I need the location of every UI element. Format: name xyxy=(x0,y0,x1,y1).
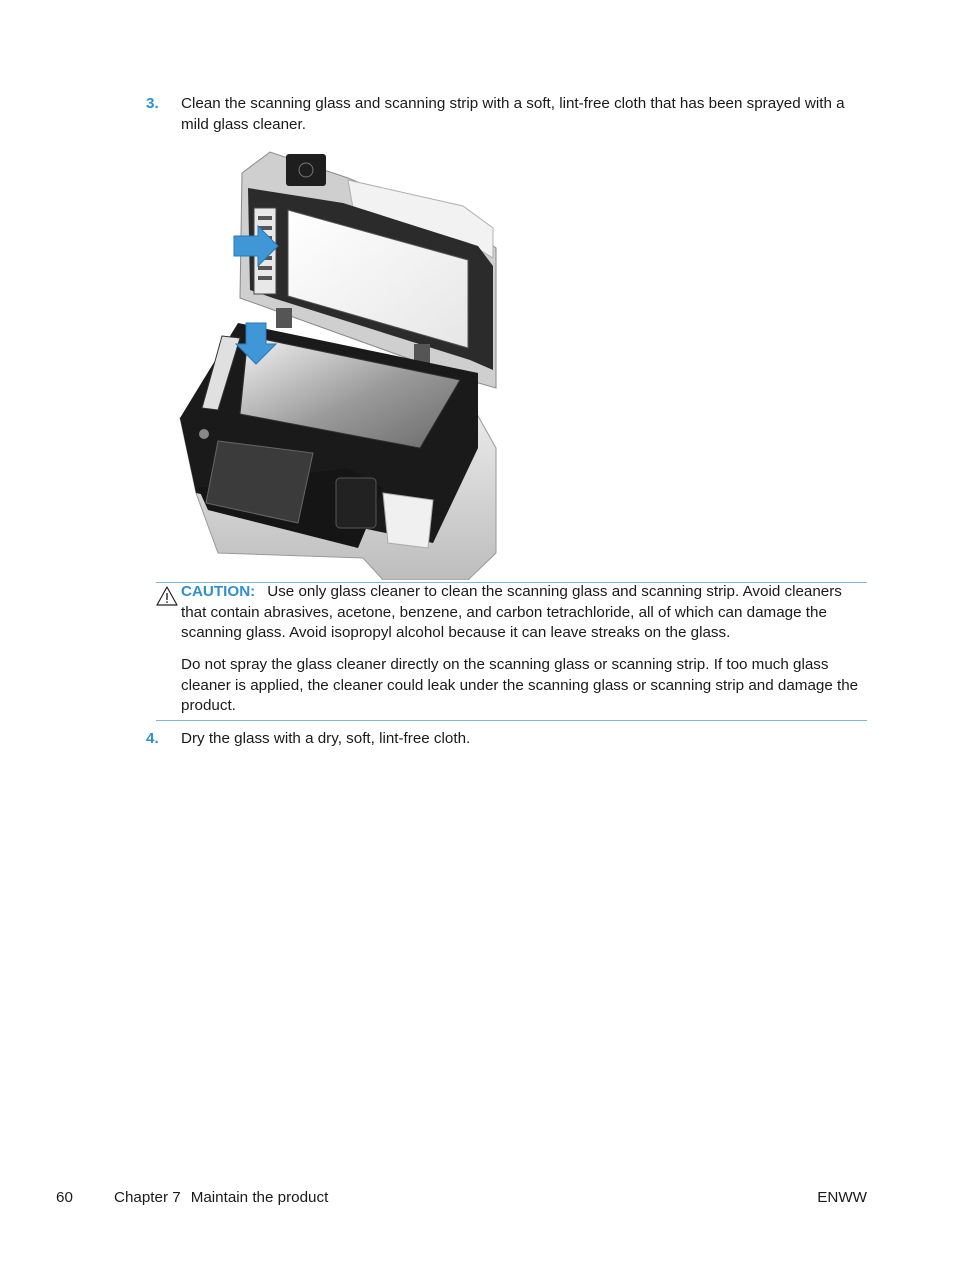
chapter-label: Chapter 7 xyxy=(114,1189,181,1206)
caution-paragraph xyxy=(181,582,867,644)
caution-text: Use only glass cleaner to clean the scanning glass and scanning strip. Avoid cleaners that contain abrasives, acetone, benzene, and carbon tetrachloride, all of which can damage the scanning glass. Avoid isopropyl alcohol because it can leave streaks on the glass. xyxy=(181,583,842,641)
footer-chapter xyxy=(114,1188,328,1209)
step-text: Dry the glass with a dry, soft, lint-free cloth. xyxy=(181,730,471,747)
page-number: 60 xyxy=(56,1189,73,1206)
warning-icon xyxy=(156,586,178,606)
footer-enww: ENWW xyxy=(817,1189,867,1206)
scanner-illustration xyxy=(178,148,503,580)
step-number: 4. xyxy=(146,730,159,747)
step-number: 3. xyxy=(146,95,159,112)
page-footer xyxy=(56,1188,867,1210)
chapter-title: Maintain the product xyxy=(190,1189,329,1206)
caution-note: Do not spray the glass cleaner directly on the scanning glass or scanning strip. If too much glass cleaner is applied, the cleaner could leak under the scanning glass or scanning strip and damage the product. xyxy=(181,656,859,714)
caution-box xyxy=(156,582,867,721)
caution-label: CAUTION: xyxy=(181,583,256,600)
step-text: Clean the scanning glass and scanning strip with a soft, lint-free cloth that has been sprayed with a mild glass cleaner. xyxy=(181,95,845,133)
